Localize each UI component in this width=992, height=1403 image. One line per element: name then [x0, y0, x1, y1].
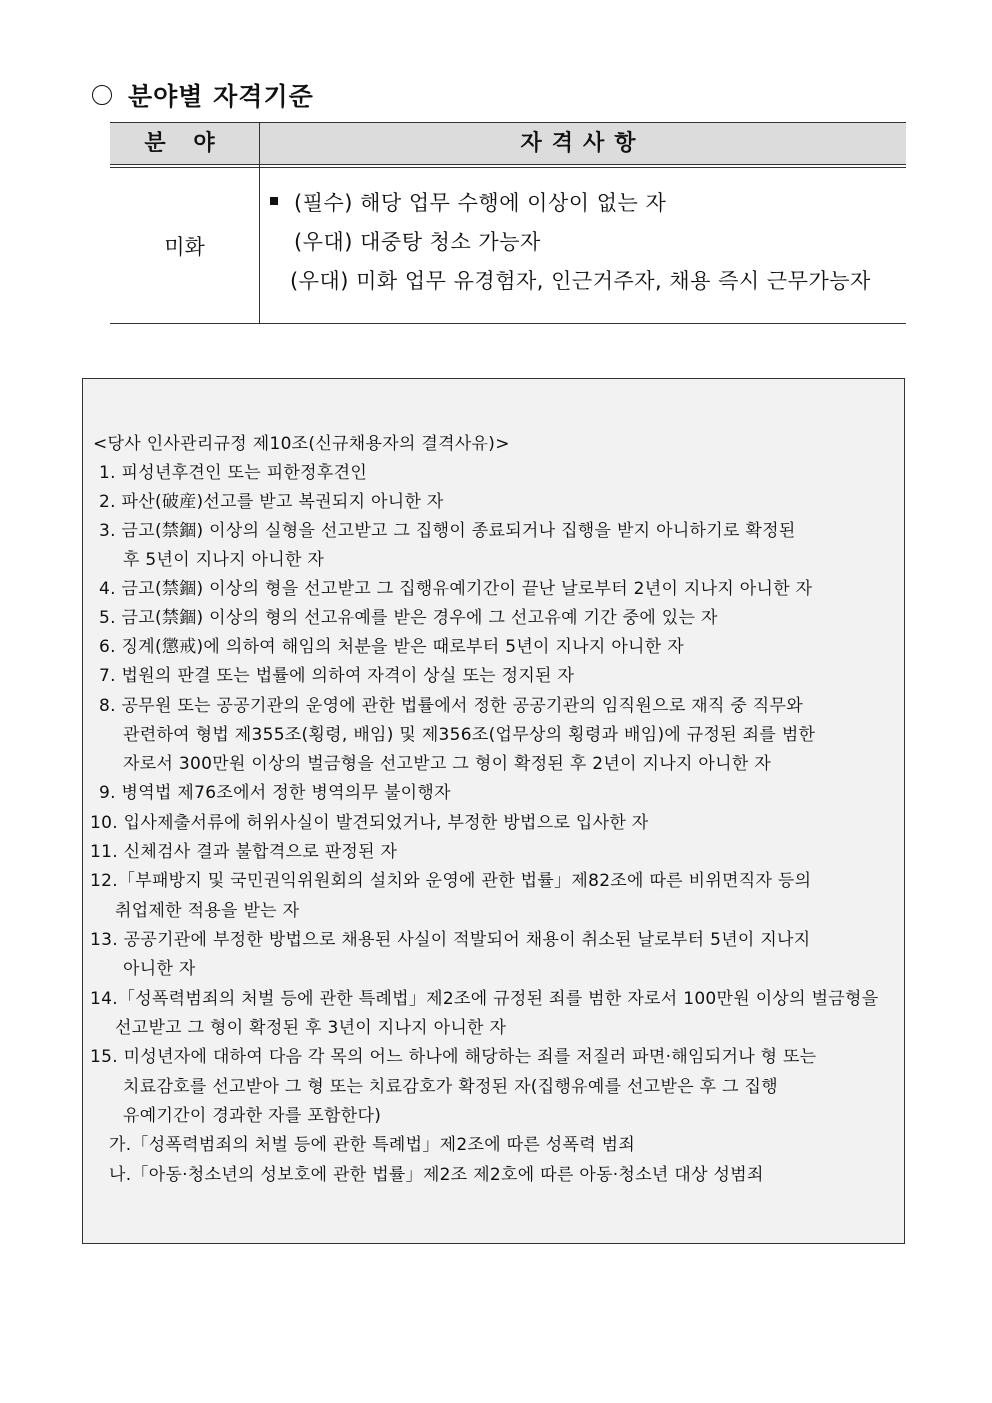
regulation-line: 3. 금고(禁錮) 이상의 실형을 선고받고 그 집행이 종료되거나 집행을 받지 아니하기로 확정된 [99, 521, 796, 541]
regulation-line: 나.「아동·청소년의 성보호에 관한 법률」제2조 제2호에 따른 아동·청소년 대상 성범죄 [109, 1165, 764, 1185]
regulation-line: 4. 금고(禁錮) 이상의 형을 선고받고 그 집행유예기간이 끝난 날로부터 2년이 지나지 아니한 자 [99, 579, 813, 599]
regulation-line: 치료감호를 선고받아 그 형 또는 치료감호가 확정된 자(집행유예를 선고받은 후 그 집행 [123, 1077, 778, 1097]
qualification-cell [260, 168, 906, 323]
header-qualification: 자격사항 [520, 131, 646, 156]
regulation-line: 15. 미성년자에 대하여 다음 각 목의 어느 하나에 해당하는 죄를 저질러 파면·해임되거나 형 또는 [90, 1047, 817, 1067]
regulation-line: 선고받고 그 형이 확정된 후 3년이 지나지 아니한 자 [115, 1018, 507, 1038]
regulation-line: 10. 입사제출서류에 허위사실이 발견되었거나, 부정한 방법으로 입사한 자 [90, 813, 649, 833]
regulation-line: 6. 징계(懲戒)에 의하여 해임의 처분을 받은 때로부터 5년이 지나지 아니한 자 [99, 637, 684, 657]
section-heading [92, 78, 314, 112]
regulation-box [82, 378, 905, 1244]
qualification-item [270, 187, 666, 217]
regulation-line: 유예기간이 경과한 자를 포함한다) [123, 1106, 382, 1126]
regulation-title: <당사 인사관리규정 제10조(신규채용자의 결격사유)> [93, 434, 510, 454]
regulation-line: 12.「부패방지 및 국민권익위원회의 설치와 운영에 관한 법률」제82조에 따른 비위면직자 등의 [90, 871, 812, 891]
regulation-line: 8. 공무원 또는 공공기관의 운영에 관한 법률에서 정한 공공기관의 임직원으로 재직 중 직무와 [99, 696, 803, 716]
header-field: 분 야 [144, 131, 225, 156]
regulation-line: 1. 피성년후견인 또는 피한정후견인 [99, 463, 368, 483]
table-bottom-rule [110, 323, 906, 324]
regulation-line: 가.「성폭력범죄의 처벌 등에 관한 특례법」제2조에 따른 성폭력 범죄 [109, 1135, 636, 1155]
regulation-line: 5. 금고(禁錮) 이상의 형의 선고유예를 받은 경우에 그 선고유예 기간 중에 있는 자 [99, 608, 718, 628]
regulation-line: 9. 병역법 제76조에서 정한 병역의무 불이행자 [99, 783, 451, 803]
qualification-item: (우대) 대중탕 청소 가능자 [294, 230, 541, 254]
field-cell: 미화 [164, 234, 205, 259]
regulation-line: 관련하여 형법 제355조(횡령, 배임) 및 제356조(업무상의 횡령과 배임)에 규정된 죄를 범한 [123, 725, 816, 745]
qualification-text: (필수) 해당 업무 수행에 이상이 없는 자 [294, 191, 667, 215]
regulation-line: 취업제한 적용을 받는 자 [115, 901, 300, 921]
regulation-line: 13. 공공기관에 부정한 방법으로 채용된 사실이 적발되어 채용이 취소된 날로부터 5년이 지나지 [90, 930, 811, 950]
regulation-line: 7. 법원의 판결 또는 법률에 의하여 자격이 상실 또는 정지된 자 [99, 666, 575, 686]
qualification-item: (우대) 미화 업무 유경험자, 인근거주자, 채용 즉시 근무가능자 [290, 269, 871, 293]
section-heading-text: 분야별 자격기준 [128, 82, 314, 111]
regulation-line: 11. 신체검사 결과 불합격으로 판정된 자 [90, 842, 398, 862]
regulation-line: 14.「성폭력범죄의 처벌 등에 관한 특례법」제2조에 규정된 죄를 범한 자로서 100만원 이상의 벌금형을 [90, 989, 879, 1009]
regulation-line: 2. 파산(破産)선고를 받고 복권되지 아니한 자 [99, 492, 444, 512]
regulation-line: 자로서 300만원 이상의 벌금형을 선고받고 그 형이 확정된 후 2년이 지나지 아니한 자 [123, 754, 772, 774]
regulation-line: 후 5년이 지나지 아니한 자 [123, 550, 325, 570]
table-header-row [110, 122, 906, 164]
criteria-table [110, 122, 906, 324]
circle-bullet-icon [92, 85, 112, 105]
square-bullet-icon [270, 197, 278, 205]
regulation-line: 아니한 자 [123, 959, 196, 979]
